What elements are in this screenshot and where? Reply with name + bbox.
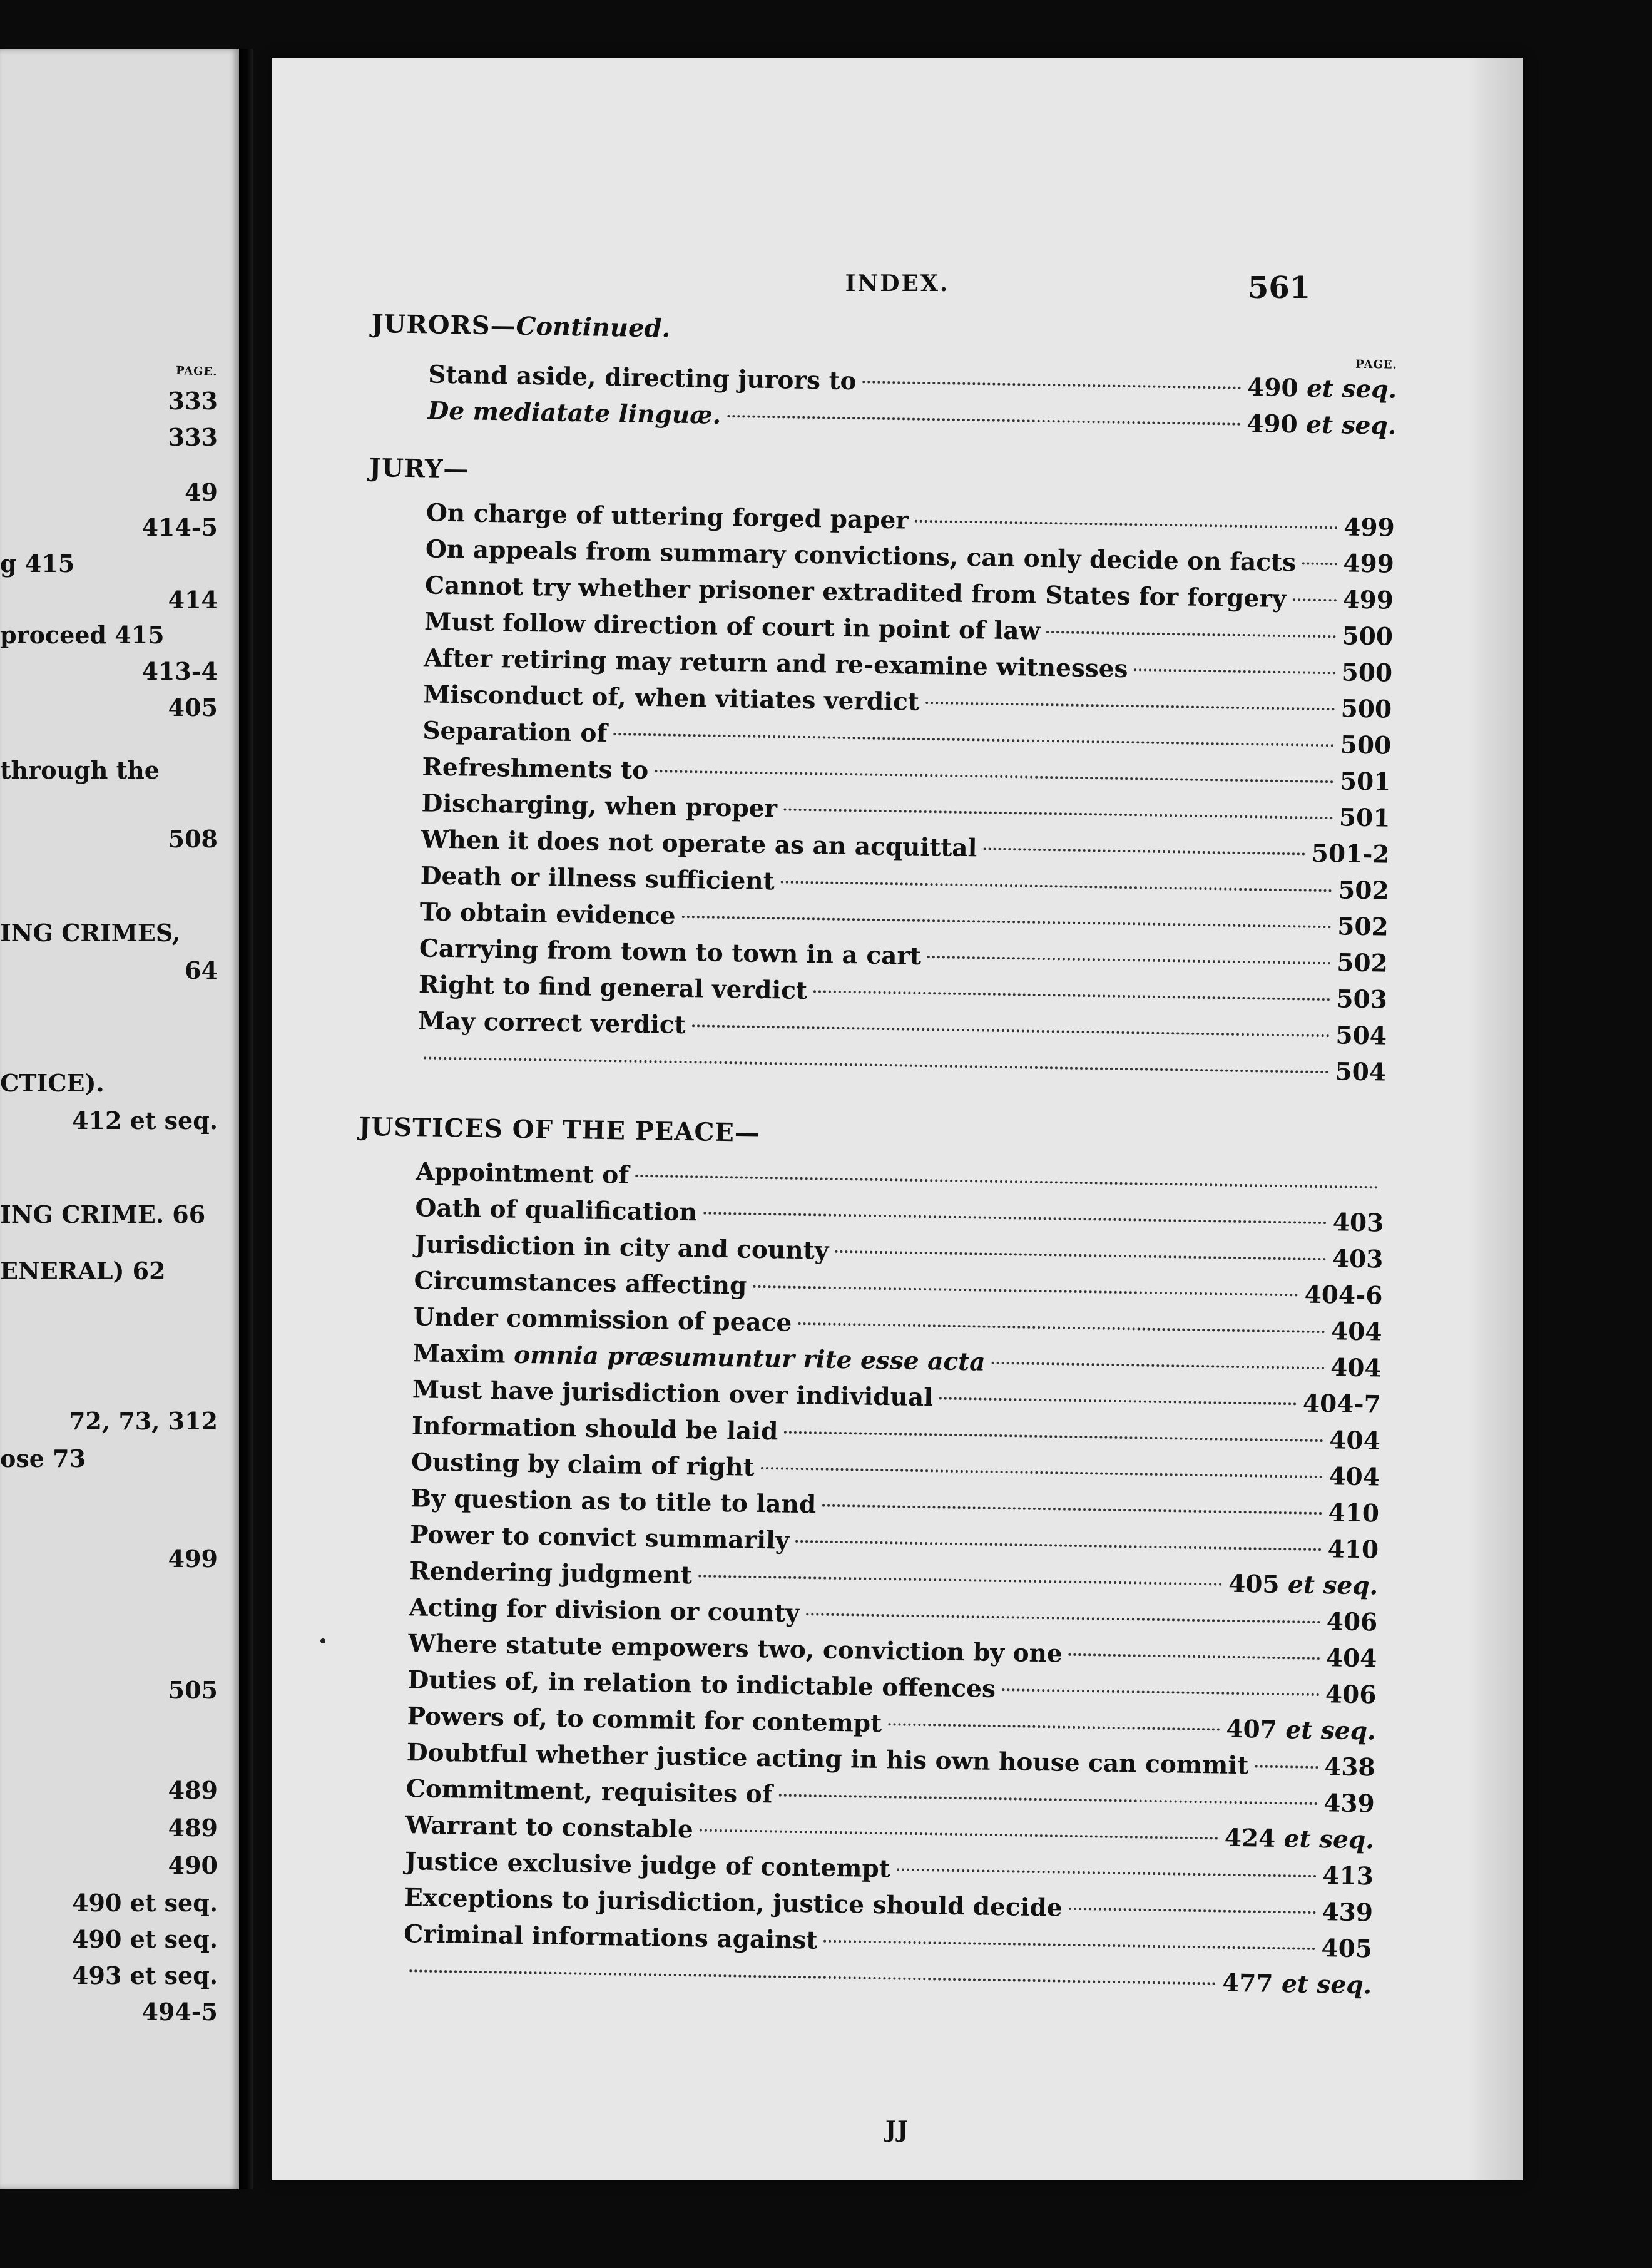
facing-page-line [0, 1889, 218, 1920]
dot-leader [795, 1540, 1321, 1551]
facing-page-line-page: 490 et seq. [72, 1889, 218, 1917]
facing-page-line [0, 1851, 218, 1882]
entry-text-main: Criminal informations against [403, 1919, 818, 1955]
entry-page [1323, 1785, 1375, 1822]
entry-page-number: 501-2 [1311, 839, 1390, 869]
entry-page [1325, 1640, 1377, 1677]
entry-page-number: 504 [1335, 1057, 1387, 1087]
facing-page-line-page: 62 [132, 1257, 166, 1285]
entry-page-suffix: et seq. [1285, 1715, 1376, 1746]
entry-page [1332, 1240, 1383, 1277]
entry-text-main: Oath of qualification [415, 1193, 698, 1227]
entry-text-main: Where statute empowers two, conviction by one [408, 1629, 1063, 1668]
entry-page-number: 477 [1221, 1968, 1273, 1998]
entry-text [415, 1190, 698, 1230]
entry-text-main: Exceptions to jurisdiction, justice should decide [404, 1883, 1063, 1923]
dot-leader [781, 881, 1332, 892]
dot-leader [813, 990, 1330, 1001]
dot-leader [806, 1613, 1320, 1623]
dot-leader [822, 1504, 1322, 1515]
dot-leader [939, 1397, 1297, 1405]
facing-page-line-page: 490 [168, 1851, 218, 1879]
entry-text-main: Must follow direction of court in point of law [424, 607, 1041, 646]
facing-page-line-page: 414 [168, 586, 218, 614]
facing-page-line-page: 493 et seq. [72, 1961, 218, 1990]
dot-leader [682, 916, 1332, 928]
entry-page [1247, 369, 1397, 408]
entry-page-suffix: et seq. [1283, 1824, 1375, 1855]
index-page [272, 58, 1523, 2180]
entry-page-number: 499 [1342, 585, 1394, 615]
entry-text [414, 1226, 829, 1269]
entry-text-main: Rendering judgment [409, 1556, 693, 1590]
facing-page-line-page: 413-4 [141, 657, 218, 685]
facing-page-gap [106, 621, 115, 649]
dot-leader [761, 1467, 1323, 1478]
entry-text-main: Carrying from town to town in a cart [419, 934, 922, 971]
facing-page-line [0, 1925, 218, 1956]
entry-text-main: Separation of [422, 716, 608, 748]
dot-leader [1302, 562, 1337, 565]
entry-page [1327, 1531, 1379, 1568]
section-heading-text: JUSTICES OF THE PEACE— [359, 1111, 761, 1148]
signature-mark: JJ [885, 2117, 910, 2143]
facing-page-line [0, 1961, 218, 1993]
facing-page-line-page: 405 [168, 693, 218, 722]
dot-leader [863, 381, 1242, 389]
entry-page-suffix: et seq. [1281, 1969, 1372, 2000]
facing-page-line [0, 756, 218, 787]
entry-text-main: Misconduct of, when vitiates verdict [422, 680, 920, 717]
dot-leader [698, 1575, 1222, 1585]
entry-text [410, 1480, 817, 1523]
entry-page [1326, 1603, 1377, 1640]
facing-page-line-page: 73 [53, 1444, 86, 1473]
dot-leader [635, 1175, 1378, 1189]
dot-leader [753, 1285, 1298, 1297]
facing-page-line-page: 64 [185, 956, 218, 984]
entry-page-number: 404 [1328, 1462, 1380, 1492]
dot-leader [703, 1212, 1327, 1225]
dot-leader [798, 1322, 1325, 1333]
facing-page-line [0, 513, 218, 544]
facing-page-line-page: 333 [168, 423, 218, 451]
entry-page-number: 500 [1340, 694, 1392, 724]
facing-page-line-page: 489 [168, 1814, 218, 1842]
facing-page-line-text: g [0, 549, 17, 578]
entry-page-number: 490 [1246, 409, 1298, 439]
entry-page-number: 502 [1337, 912, 1389, 942]
entry-page [1335, 1053, 1386, 1090]
entry-page-gap [1279, 1570, 1288, 1599]
page-column-label: PAGE. [1355, 357, 1397, 372]
dot-leader [835, 1250, 1326, 1260]
entry-text-main: Commitment, requisites of [405, 1774, 773, 1809]
entry-page [1228, 1566, 1379, 1605]
facing-page-line-text: CTICE). [0, 1069, 105, 1097]
entry-text-main: Maxim [412, 1339, 514, 1369]
entry-page-number: 413 [1322, 1861, 1374, 1891]
book-gutter [239, 49, 253, 2189]
section-heading-continued: Continued. [516, 311, 671, 344]
facing-page-line [0, 478, 218, 509]
entry-page-number: 404 [1330, 1353, 1382, 1383]
entry-page-number: 404 [1329, 1426, 1381, 1456]
entry-text-main: May correct verdict [417, 1006, 686, 1040]
entry-page [1336, 981, 1387, 1018]
dot-leader [692, 1024, 1330, 1037]
entry-page-number: 405 [1321, 1934, 1373, 1964]
entry-page-number: 501 [1338, 803, 1390, 833]
page-number: 561 [1248, 270, 1311, 305]
facing-page-line [0, 1545, 218, 1576]
entry-page [1331, 1313, 1382, 1350]
entry-page [1222, 1965, 1372, 2004]
facing-page-gap [17, 549, 25, 578]
entry-text [419, 966, 808, 1009]
entry-page [1338, 872, 1389, 909]
entry-text-main: Cannot try whether prisoner extradited from States for forgery [424, 571, 1287, 614]
dot-leader [1002, 1688, 1319, 1696]
entry-text [410, 1516, 790, 1559]
entry-text-main: Duties of, in relation to indictable offences [407, 1665, 996, 1704]
entry-text-main: Doubtful whether justice acting in his own house can commit [406, 1738, 1249, 1780]
facing-page-line-text: ose [0, 1444, 44, 1473]
facing-page-line-page: 494-5 [141, 1998, 218, 2026]
entry-text-main: Ousting by claim of right [410, 1448, 755, 1482]
section-heading-text: JURY— [369, 452, 469, 484]
entry-text [427, 392, 721, 433]
entry-text-main: Death or illness sufficient [420, 861, 775, 896]
dot-leader [823, 1940, 1315, 1950]
dot-leader [1134, 668, 1335, 674]
facing-page-line-page: 333 [168, 387, 218, 415]
entry-page-number: 403 [1332, 1244, 1384, 1274]
dot-leader [783, 808, 1333, 819]
entry-text [409, 1589, 800, 1632]
facing-page-line-page: 415 [24, 549, 75, 578]
facing-page-line [0, 423, 218, 454]
entry-page [1324, 1749, 1375, 1785]
facing-page-line-page: 415 [115, 621, 165, 649]
entry-page-number: 502 [1337, 876, 1389, 906]
entry-page [1322, 1857, 1374, 1894]
entry-page [1343, 545, 1394, 582]
ink-speck [320, 1638, 325, 1643]
entry-page-number: 502 [1337, 948, 1389, 978]
entry-page-number: 500 [1341, 658, 1393, 688]
entry-text [405, 1770, 773, 1812]
running-head: INDEX. [845, 270, 950, 297]
entry-page-number: 406 [1325, 1680, 1377, 1710]
dot-leader [888, 1723, 1220, 1730]
facing-page-line [0, 825, 218, 856]
entry-page [1340, 690, 1392, 727]
dot-leader [409, 1969, 1216, 1984]
facing-page-line [0, 1069, 218, 1100]
dot-leader [991, 1362, 1324, 1369]
dot-leader [1255, 1765, 1318, 1769]
entry-page-gap [1275, 1824, 1284, 1853]
entry-text-main: Must have jurisdiction over individual [412, 1375, 934, 1412]
entry-page-number: 503 [1336, 984, 1388, 1014]
entry-text [411, 1444, 755, 1486]
facing-page-gap [44, 1444, 53, 1473]
entry-page-suffix: et seq. [1287, 1570, 1379, 1601]
entry-page [1339, 763, 1390, 800]
facing-page-line [0, 1200, 218, 1232]
entry-text [404, 1916, 818, 1958]
entry-page [1247, 406, 1397, 444]
entry-page [1340, 727, 1391, 764]
entry-text-main: To obtain evidence [419, 897, 676, 931]
entry-page [1337, 908, 1389, 945]
entry-text [422, 712, 608, 752]
entry-page-number: 499 [1343, 513, 1395, 543]
facing-page-line-page: 72, 73, 312 [68, 1407, 218, 1435]
facing-page-line-page: 414-5 [141, 513, 218, 541]
facing-page-line [0, 621, 218, 652]
dot-leader [925, 702, 1335, 710]
dot-leader [779, 1794, 1318, 1806]
facing-page-line [0, 1998, 218, 2029]
entry-page-number: 438 [1323, 1752, 1375, 1782]
entry-text-italic: omnia præsumuntur rite esse acta [513, 1340, 986, 1377]
entry-page-number: 404 [1325, 1643, 1377, 1673]
entry-page-gap [1277, 1715, 1286, 1744]
facing-page-line [0, 1776, 218, 1807]
entry-page [1328, 1458, 1380, 1495]
entry-page [1330, 1349, 1382, 1386]
entry-page [1329, 1422, 1380, 1459]
dot-leader [1069, 1653, 1320, 1660]
facing-page-line-page: 499 [168, 1545, 218, 1573]
dot-leader [727, 415, 1240, 426]
entry-text-main: Discharging, when proper [421, 789, 778, 824]
facing-page-line [0, 1814, 218, 1845]
entry-text [418, 1003, 686, 1043]
entry-text [405, 1807, 694, 1847]
facing-page-line [0, 586, 218, 617]
entry-page-gap [1273, 1969, 1282, 1998]
entry-text [421, 785, 777, 827]
facing-page-line [0, 657, 218, 688]
section-heading-text: JURORS— [371, 309, 517, 341]
facing-page-line [0, 1407, 218, 1438]
entry-text [419, 894, 676, 934]
entry-page-number: 500 [1340, 730, 1392, 760]
entry-page [1342, 581, 1394, 618]
entry-page-number: 501 [1339, 767, 1391, 797]
entry-text-main: Powers of, to commit for contempt [407, 1702, 882, 1739]
entry-text-main: On charge of uttering forged paper [426, 498, 909, 535]
facing-page-line-page: 508 [168, 825, 218, 853]
entry-page-suffix: et seq. [1306, 374, 1397, 404]
facing-page-line [0, 387, 218, 418]
facing-page-line-page: 49 [185, 478, 218, 506]
entry-page-number: 404-7 [1302, 1389, 1382, 1419]
facing-page-line-text: through the [0, 756, 160, 784]
facing-page-line-page: 490 et seq. [72, 1925, 218, 1953]
dot-leader [613, 733, 1334, 747]
entry-page-number: 404 [1330, 1317, 1382, 1347]
entry-page-number: 490 [1247, 372, 1298, 403]
facing-page-line-text: ING CRIME. [0, 1200, 165, 1228]
entry-page [1341, 654, 1392, 691]
entry-text-main: Power to convict summarily [409, 1520, 790, 1555]
page-edge-shadow [1467, 58, 1523, 2180]
dot-leader [983, 847, 1305, 855]
dot-leader [927, 956, 1330, 964]
facing-page-line-page: 505 [168, 1676, 218, 1704]
entry-page-number: 410 [1327, 1535, 1379, 1565]
entry-page-number: 407 [1226, 1714, 1278, 1745]
entry-page-number: 406 [1326, 1607, 1378, 1637]
facing-page-line [0, 693, 218, 725]
entry-page [1311, 835, 1390, 873]
entry-text-main: Warrant to constable [405, 1811, 694, 1844]
index-content [345, 309, 1398, 2003]
entry-text [414, 1262, 747, 1304]
entry-page [1337, 944, 1388, 981]
dot-leader [897, 1868, 1317, 1877]
entry-page [1322, 1894, 1373, 1931]
facing-page-fragment [0, 49, 239, 2189]
entry-page [1321, 1930, 1372, 1967]
entry-page [1339, 799, 1390, 836]
entry-page-number: 405 [1228, 1569, 1280, 1600]
dot-leader [424, 1056, 1328, 1073]
entry-text-main: When it does not operate as an acquittal [421, 825, 977, 863]
entry-page [1224, 1820, 1374, 1859]
facing-page-column-label: PAGE. [176, 364, 218, 379]
facing-page-line-page: 412 et seq. [72, 1106, 218, 1135]
entry-text [422, 748, 649, 789]
entry-page [1332, 1204, 1384, 1241]
entry-text-main: Refreshments to [422, 752, 649, 785]
dot-leader [1069, 1908, 1316, 1914]
entry-text-main: Justice exclusive judge of contempt [404, 1847, 891, 1884]
entry-text-main: Right to find general verdict [418, 970, 808, 1006]
facing-page-line [0, 1444, 218, 1476]
facing-page-gap [124, 1257, 132, 1285]
entry-text-main: By question as to title to land [410, 1484, 817, 1520]
dot-leader [700, 1829, 1218, 1840]
entry-page-number: 439 [1323, 1789, 1375, 1819]
entry-page [1342, 618, 1393, 655]
entry-text-main: Information should be laid [411, 1411, 778, 1446]
entry-text-main: Under commission of peace [413, 1302, 792, 1337]
entry-page-number: 424 [1224, 1823, 1276, 1853]
entry-text-main: Stand aside, directing jurors to [428, 360, 857, 396]
entry-page-number: 500 [1342, 621, 1394, 651]
facing-page-line [0, 919, 218, 950]
facing-page-line-page: 489 [168, 1776, 218, 1804]
entry-page-number: 404-6 [1304, 1280, 1383, 1310]
entry-page-number: 403 [1332, 1208, 1384, 1238]
facing-page-line [0, 549, 218, 581]
dot-leader [655, 770, 1333, 783]
facing-page-line-page: 66 [172, 1200, 206, 1228]
entry-page [1304, 1277, 1383, 1314]
entry-page-suffix: et seq. [1305, 410, 1397, 441]
entry-text [420, 857, 775, 899]
dot-leader [1046, 631, 1336, 638]
entry-text-main: De mediatate linguæ. [427, 396, 721, 430]
dot-leader [915, 520, 1337, 529]
facing-page-line-text: proceed [0, 621, 106, 649]
entry-text-main: Circumstances affecting [414, 1266, 747, 1300]
facing-page-line [0, 1676, 218, 1707]
dot-leader [1292, 598, 1336, 601]
entry-text [428, 356, 857, 399]
entry-page [1335, 1017, 1387, 1054]
entry-text [413, 1299, 792, 1341]
entry-text-main: Acting for division or county [409, 1593, 800, 1628]
entry-text-main: On appeals from summary convictions, can only decide on facts [425, 534, 1297, 578]
entry-page [1344, 509, 1395, 546]
entry-text [416, 1153, 630, 1193]
entry-page [1226, 1711, 1376, 1750]
entry-page-number: 504 [1335, 1021, 1387, 1051]
entry-page-number: 410 [1328, 1498, 1380, 1528]
entry-page-number: 439 [1322, 1898, 1374, 1928]
entry-text-main: After retiring may return and re-examine witnesses [423, 643, 1128, 684]
entry-page-gap [1298, 374, 1307, 402]
facing-page-line-text: ING CRIMES, [0, 919, 181, 947]
entry-page-gap [1297, 410, 1306, 439]
facing-page-gap [164, 1200, 172, 1228]
facing-page-line [0, 956, 218, 988]
entry-page [1303, 1386, 1382, 1423]
entry-text-main: Jurisdiction in city and county [414, 1230, 829, 1265]
entry-page-number: 499 [1343, 549, 1395, 579]
entry-page [1328, 1494, 1379, 1531]
entry-text [412, 1407, 778, 1449]
facing-page-line-text: ENERAL) [0, 1257, 125, 1285]
entry-page [1325, 1676, 1377, 1713]
facing-page-line [0, 1106, 218, 1138]
facing-page-line [0, 1257, 218, 1288]
entry-text-main: Appointment of [415, 1157, 630, 1190]
entry-text [409, 1553, 693, 1593]
dot-leader [784, 1431, 1323, 1443]
